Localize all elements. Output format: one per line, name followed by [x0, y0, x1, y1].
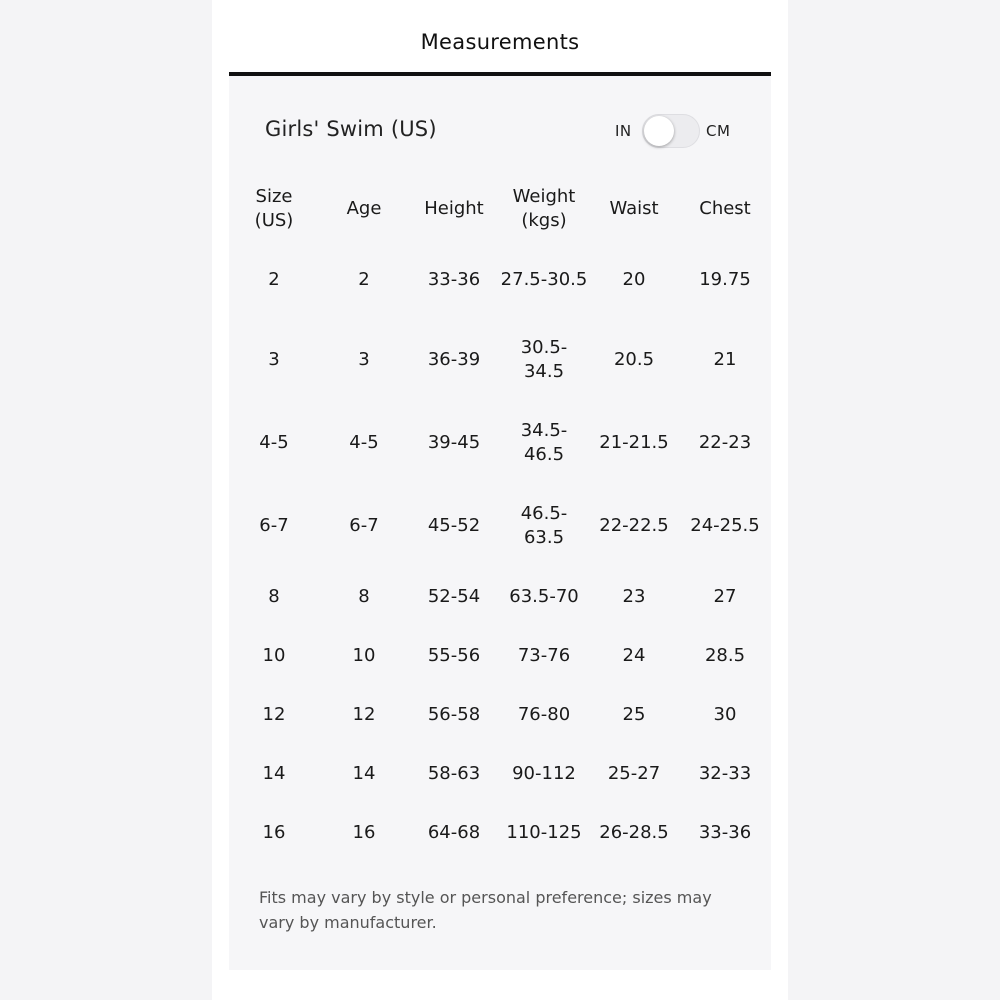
table-cell: 14 [352, 762, 376, 784]
table-cell: 3 [358, 348, 370, 370]
table-cell: 90-112 [512, 762, 576, 784]
measurements-sheet [212, 0, 788, 1000]
table-cell: 4-5 [259, 431, 289, 453]
table-cell: 16 [262, 821, 286, 843]
background-right [788, 0, 1000, 1000]
table-cell: 8 [358, 585, 370, 607]
table-cell: 16 [352, 821, 376, 843]
table-cell: 25 [622, 703, 646, 725]
table-row [229, 484, 771, 567]
table-cell: 20 [622, 268, 646, 290]
table-cell: 10 [262, 644, 286, 666]
footnote: Fits may vary by style or personal preference; sizes may vary by manufacturer. [259, 888, 712, 932]
table-cell: 12 [352, 703, 376, 725]
table-cell: 36-39 [427, 348, 481, 370]
background-left [0, 0, 212, 1000]
unit-toggle-switch[interactable] [642, 114, 700, 148]
table-cell: 24-25.5 [690, 514, 760, 536]
table-cell: 32-33 [698, 762, 752, 784]
header-line: (US) [254, 209, 294, 231]
table-cell: 10 [352, 644, 376, 666]
table-cell: 52-54 [427, 585, 481, 607]
table-cell: 3 [268, 348, 280, 370]
table-cell: 58-63 [427, 762, 481, 784]
table-cell: 55-56 [427, 644, 481, 666]
header-line: Size [255, 185, 293, 207]
table-cell: 23 [622, 585, 646, 607]
size-chart-panel [229, 76, 771, 970]
table-cell: 12 [262, 703, 286, 725]
table-cell: 21 [713, 348, 737, 370]
table-cell: 4-5 [349, 431, 379, 453]
column-header [229, 176, 319, 241]
size-table [229, 176, 771, 862]
table-row [229, 318, 771, 401]
toggle-knob [644, 116, 674, 146]
column-header: Chest [699, 197, 751, 219]
page-title: Measurements [420, 30, 580, 54]
table-cell: 25-27 [607, 762, 661, 784]
table-row [229, 567, 771, 626]
table-cell: 110-125 [506, 821, 582, 843]
table-cell: 34.5- 46.5 [520, 419, 568, 465]
table-cell: 19.75 [699, 268, 751, 290]
table-cell: 64-68 [427, 821, 481, 843]
header-line: (kgs) [521, 209, 567, 231]
table-cell: 2 [268, 268, 280, 290]
table-body [229, 241, 771, 862]
table-row [229, 803, 771, 862]
column-header: Age [346, 197, 382, 219]
table-cell: 24 [622, 644, 646, 666]
table-cell: 73-76 [517, 644, 571, 666]
table-cell: 27.5-30.5 [500, 268, 588, 290]
table-cell: 28.5 [704, 644, 746, 666]
table-row [229, 744, 771, 803]
table-cell: 30.5- 34.5 [520, 336, 568, 382]
table-cell: 6-7 [259, 514, 289, 536]
unit-toggle-group [615, 114, 765, 148]
table-cell: 6-7 [349, 514, 379, 536]
column-header [499, 176, 589, 241]
table-cell: 33-36 [698, 821, 752, 843]
table-cell: 22-22.5 [599, 514, 669, 536]
table-cell: 22-23 [698, 431, 752, 453]
table-row [229, 685, 771, 744]
table-cell: 45-52 [427, 514, 481, 536]
column-header: Height [424, 197, 484, 219]
table-cell: 63.5-70 [509, 585, 579, 607]
table-cell: 76-80 [517, 703, 571, 725]
header-line: Weight [512, 185, 576, 207]
table-cell: 20.5 [613, 348, 655, 370]
size-chart-title: Girls' Swim (US) [265, 117, 437, 141]
table-row [229, 241, 771, 318]
unit-label-cm[interactable]: CM [706, 122, 731, 140]
table-cell: 39-45 [427, 431, 481, 453]
table-header-row [229, 176, 771, 241]
table-cell: 8 [268, 585, 280, 607]
table-cell: 26-28.5 [599, 821, 669, 843]
table-row [229, 401, 771, 484]
table-cell: 27 [713, 585, 737, 607]
table-row [229, 626, 771, 685]
table-cell: 14 [262, 762, 286, 784]
column-header: Waist [609, 197, 659, 219]
table-cell: 56-58 [427, 703, 481, 725]
table-cell: 46.5- 63.5 [520, 502, 568, 548]
table-cell: 2 [358, 268, 370, 290]
table-cell: 21-21.5 [599, 431, 669, 453]
table-cell: 30 [713, 703, 737, 725]
unit-label-in[interactable]: IN [615, 122, 632, 140]
table-cell: 33-36 [427, 268, 481, 290]
